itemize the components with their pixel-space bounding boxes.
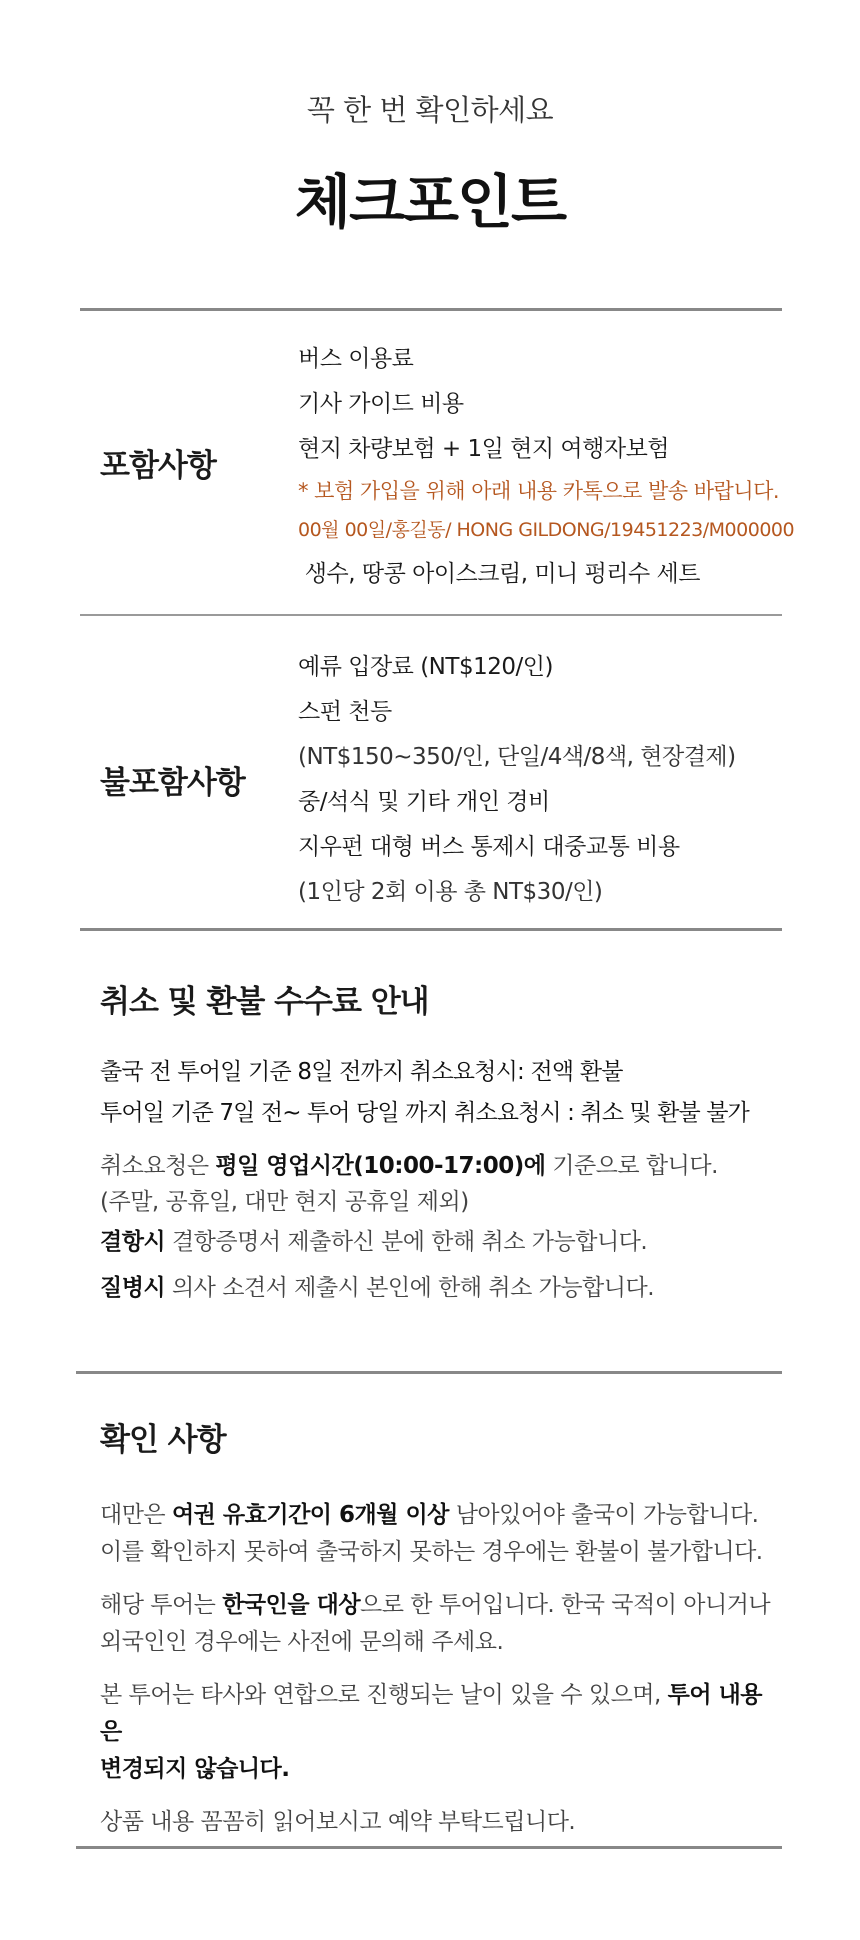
list-item: 현지 차량보험 + 1일 현지 여행자보험 <box>298 436 670 462</box>
list-item: 기사 가이드 비용 <box>298 391 464 417</box>
divider-excluded <box>80 928 782 931</box>
list-item: (1인당 2회 이용 총 NT$30/인) <box>298 879 603 905</box>
excluded-list <box>298 648 736 918</box>
page-header <box>0 88 860 239</box>
confirm-passport-line2: 이를 확인하지 못하여 출국하지 못하는 경우에는 환불이 불가합니다. <box>100 1539 763 1565</box>
refund-illness: 질병시 의사 소견서 제출시 본인에 한해 취소 가능합니다. <box>100 1275 655 1301</box>
refund-hours-note: (주말, 공휴일, 대만 현지 공휴일 제외) <box>100 1189 469 1215</box>
included-label: 포함사항 <box>100 448 216 484</box>
refund-rule-none: 투어일 기준 7일 전~ 투어 당일 까지 취소요청시 : 취소 및 환불 불가 <box>100 1100 749 1126</box>
excluded-label: 불포함사항 <box>100 765 245 801</box>
insurance-format: 00월 00일/홍길동/ HONG GILDONG/19451223/M000000 <box>298 519 795 541</box>
included-list <box>298 340 794 600</box>
confirm-passport: 대만은 여권 유효기간이 6개월 이상 남아있어야 출국이 가능합니다. <box>100 1502 759 1528</box>
confirm-korean: 해당 투어는 한국인을 대상으로 한 투어입니다. 한국 국적이 아니거나 <box>100 1592 771 1618</box>
divider-top <box>80 308 782 311</box>
divider-bottom <box>76 1846 782 1849</box>
confirm-joint: 본 투어는 타사와 연합으로 진행되는 날이 있을 수 있으며, 투어 내용은 <box>100 1682 763 1745</box>
insurance-note: * 보험 가입을 위해 아래 내용 카톡으로 발송 바랍니다. <box>298 479 780 503</box>
refund-section <box>100 976 780 1311</box>
list-item: 중/석식 및 기타 개인 경비 <box>298 789 550 815</box>
divider-included <box>80 614 782 616</box>
page-title: 체크포인트 <box>294 168 566 236</box>
page-subtitle: 꼭 한 번 확인하세요 <box>306 93 554 127</box>
refund-hours: 취소요청은 평일 영업시간(10:00-17:00)에 기준으로 합니다. <box>100 1153 718 1179</box>
confirm-korean-line2: 외국인인 경우에는 사전에 문의해 주세요. <box>100 1629 504 1655</box>
list-item: 버스 이용료 <box>298 346 414 372</box>
divider-refund <box>76 1371 782 1374</box>
refund-flight: 결항시 결항증명서 제출하신 분에 한해 취소 가능합니다. <box>100 1229 648 1255</box>
confirm-title: 확인 사항 <box>100 1422 226 1458</box>
refund-rule-full: 출국 전 투어일 기준 8일 전까지 취소요청시: 전액 환불 <box>100 1059 623 1085</box>
list-item: 스펀 천등 <box>298 699 392 725</box>
list-item: 생수, 땅콩 아이스크림, 미니 펑리수 세트 <box>298 561 700 587</box>
confirm-section <box>100 1414 780 1841</box>
list-item: 예류 입장료 (NT$120/인) <box>298 654 553 680</box>
list-item: (NT$150~350/인, 단일/4색/8색, 현장결제) <box>298 744 736 770</box>
refund-title: 취소 및 환불 수수료 안내 <box>100 984 429 1020</box>
confirm-closing: 상품 내용 꼼꼼히 읽어보시고 예약 부탁드립니다. <box>100 1809 576 1835</box>
list-item: 지우펀 대형 버스 통제시 대중교통 비용 <box>298 834 680 860</box>
confirm-joint-line2: 변경되지 않습니다. <box>100 1756 290 1782</box>
